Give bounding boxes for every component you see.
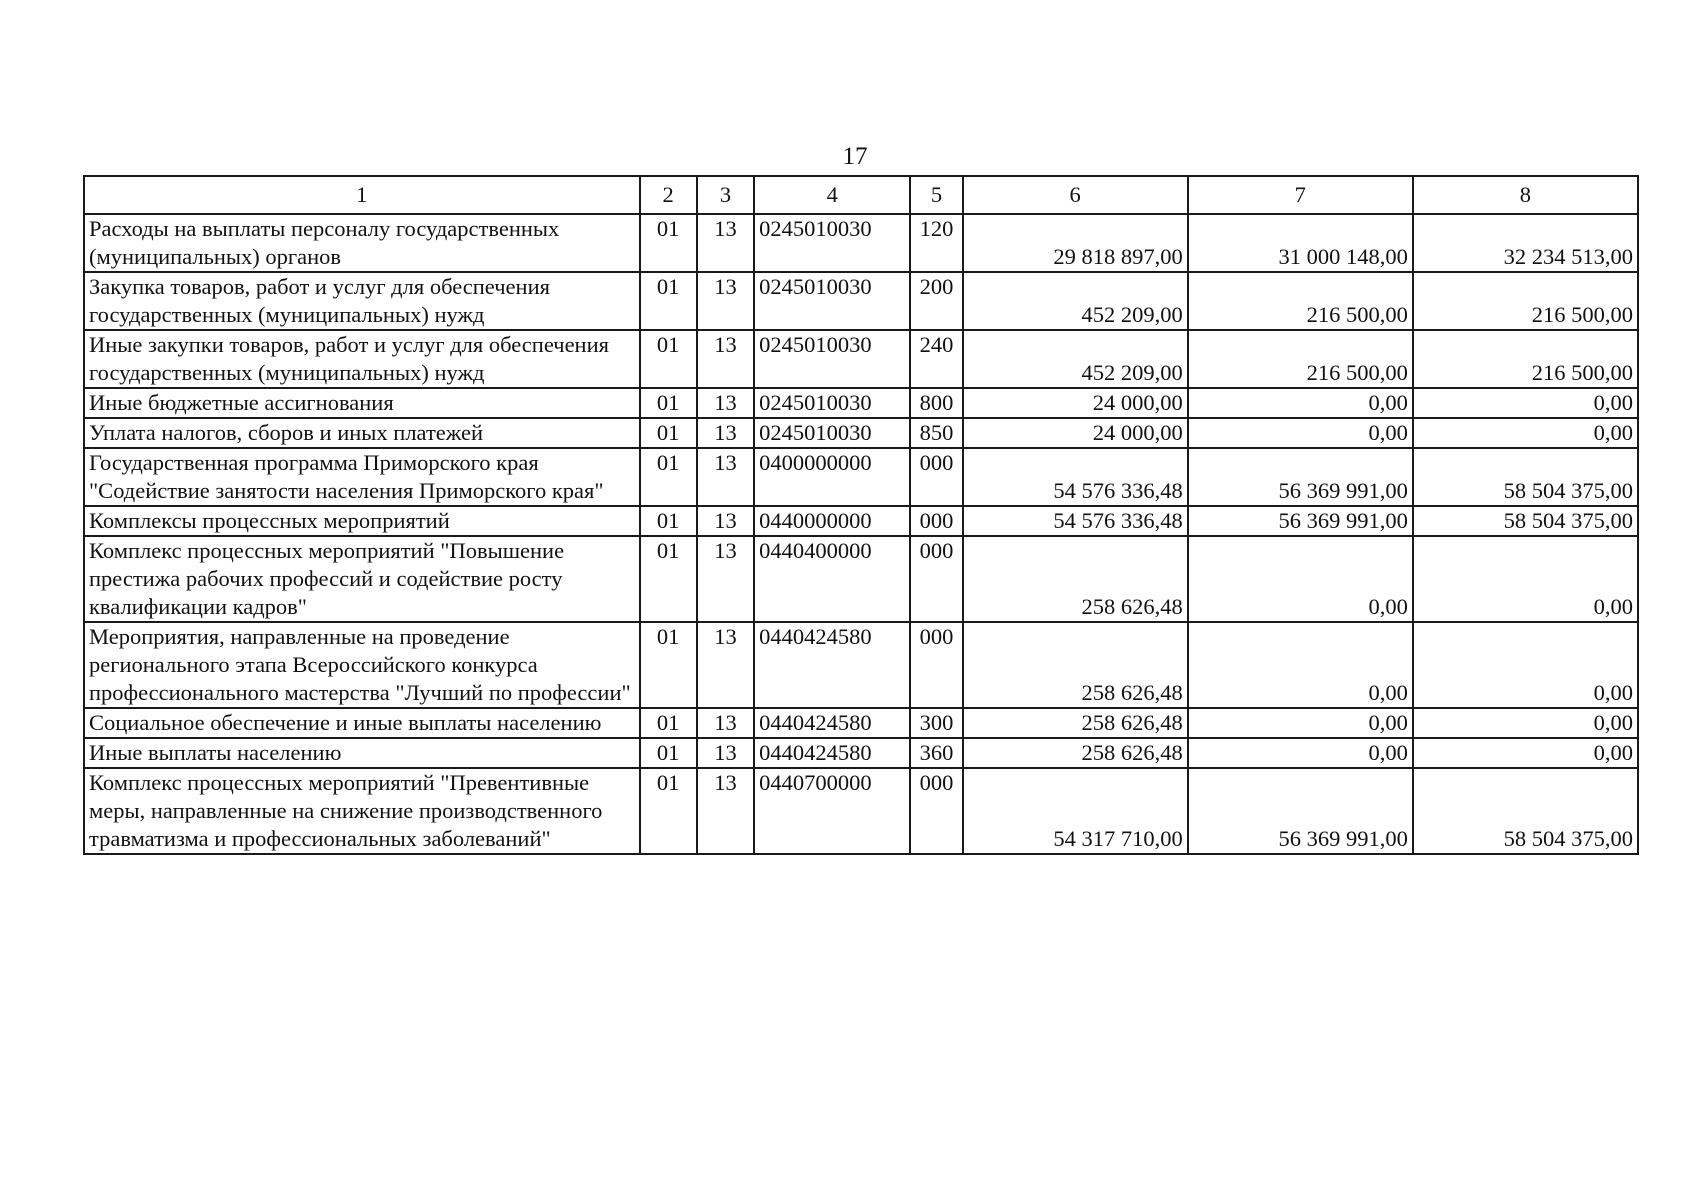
amount-year1-cell: 54 576 336,48	[963, 448, 1188, 506]
table-row	[84, 330, 1638, 388]
target-article-cell: 0400000000	[754, 448, 910, 506]
expense-type-cell: 000	[910, 506, 962, 536]
target-article-cell: 0245010030	[754, 388, 910, 418]
target-article-cell: 0245010030	[754, 214, 910, 272]
section-code-cell: 01	[640, 536, 697, 622]
expense-type-cell: 000	[910, 536, 962, 622]
target-article-cell: 0440000000	[754, 506, 910, 536]
expense-name-cell: Иные бюджетные ассигнования	[84, 388, 640, 418]
page-number: 17	[842, 143, 868, 170]
amount-year2-cell: 0,00	[1188, 738, 1413, 768]
amount-year3-cell: 58 504 375,00	[1413, 506, 1638, 536]
section-code-cell: 01	[640, 768, 697, 854]
target-article-cell: 0440700000	[754, 768, 910, 854]
section-code-cell: 01	[640, 272, 697, 330]
subsection-code-cell: 13	[697, 708, 754, 738]
amount-year3-cell: 0,00	[1413, 738, 1638, 768]
amount-year1-cell: 452 209,00	[963, 272, 1188, 330]
subsection-code-cell: 13	[697, 448, 754, 506]
amount-year1-cell: 258 626,48	[963, 536, 1188, 622]
amount-year1-cell: 54 317 710,00	[963, 768, 1188, 854]
table-row	[84, 272, 1638, 330]
target-article-cell: 0245010030	[754, 272, 910, 330]
amount-year3-cell: 216 500,00	[1413, 330, 1638, 388]
subsection-code-cell: 13	[697, 330, 754, 388]
section-code-cell: 01	[640, 214, 697, 272]
expense-name-cell: Иные выплаты населению	[84, 738, 640, 768]
amount-year3-cell: 0,00	[1413, 418, 1638, 448]
expense-name-cell: Государственная программа Приморского края "Содействие занятости населения Приморского края"	[84, 448, 640, 506]
amount-year1-cell: 29 818 897,00	[963, 214, 1188, 272]
amount-year3-cell: 0,00	[1413, 622, 1638, 708]
amount-year1-cell: 452 209,00	[963, 330, 1188, 388]
amount-year2-cell: 0,00	[1188, 388, 1413, 418]
amount-year3-cell: 58 504 375,00	[1413, 768, 1638, 854]
expense-type-cell: 300	[910, 708, 962, 738]
table-row	[84, 708, 1638, 738]
expense-type-cell: 120	[910, 214, 962, 272]
section-code-cell: 01	[640, 708, 697, 738]
amount-year2-cell: 56 369 991,00	[1188, 506, 1413, 536]
section-code-cell: 01	[640, 330, 697, 388]
expense-type-cell: 240	[910, 330, 962, 388]
table-row	[84, 448, 1638, 506]
amount-year3-cell: 216 500,00	[1413, 272, 1638, 330]
column-header-1: 1	[84, 176, 640, 214]
expense-name-cell: Комплекс процессных мероприятий "Повышение престижа рабочих профессий и содействие росту квалификации кадров"	[84, 536, 640, 622]
table-row	[84, 418, 1638, 448]
amount-year2-cell: 0,00	[1188, 418, 1413, 448]
expense-name-cell: Закупка товаров, работ и услуг для обеспечения государственных (муниципальных) нужд	[84, 272, 640, 330]
section-code-cell: 01	[640, 506, 697, 536]
table-row	[84, 768, 1638, 854]
section-code-cell: 01	[640, 448, 697, 506]
section-code-cell: 01	[640, 388, 697, 418]
subsection-code-cell: 13	[697, 388, 754, 418]
subsection-code-cell: 13	[697, 768, 754, 854]
amount-year2-cell: 0,00	[1188, 622, 1413, 708]
expense-type-cell: 000	[910, 622, 962, 708]
table-row	[84, 536, 1638, 622]
amount-year2-cell: 0,00	[1188, 708, 1413, 738]
column-header-4: 4	[754, 176, 910, 214]
expense-type-cell: 850	[910, 418, 962, 448]
expense-name-cell: Социальное обеспечение и иные выплаты населению	[84, 708, 640, 738]
expense-name-cell: Комплекс процессных мероприятий "Превентивные меры, направленные на снижение производственного травматизма и профессиональных заболеваний"	[84, 768, 640, 854]
amount-year2-cell: 0,00	[1188, 536, 1413, 622]
subsection-code-cell: 13	[697, 536, 754, 622]
amount-year2-cell: 216 500,00	[1188, 272, 1413, 330]
expense-name-cell: Иные закупки товаров, работ и услуг для обеспечения государственных (муниципальных) нужд	[84, 330, 640, 388]
amount-year3-cell: 0,00	[1413, 708, 1638, 738]
column-header-3: 3	[697, 176, 754, 214]
amount-year3-cell: 0,00	[1413, 536, 1638, 622]
target-article-cell: 0440424580	[754, 708, 910, 738]
table-row	[84, 506, 1638, 536]
amount-year1-cell: 24 000,00	[963, 388, 1188, 418]
expense-type-cell: 800	[910, 388, 962, 418]
column-header-5: 5	[910, 176, 962, 214]
section-code-cell: 01	[640, 418, 697, 448]
amount-year2-cell: 56 369 991,00	[1188, 768, 1413, 854]
expense-name-cell: Уплата налогов, сборов и иных платежей	[84, 418, 640, 448]
expense-name-cell: Комплексы процессных мероприятий	[84, 506, 640, 536]
amount-year2-cell: 31 000 148,00	[1188, 214, 1413, 272]
subsection-code-cell: 13	[697, 622, 754, 708]
target-article-cell: 0440400000	[754, 536, 910, 622]
amount-year1-cell: 24 000,00	[963, 418, 1188, 448]
table-row	[84, 214, 1638, 272]
expense-type-cell: 200	[910, 272, 962, 330]
amount-year1-cell: 54 576 336,48	[963, 506, 1188, 536]
target-article-cell: 0245010030	[754, 418, 910, 448]
amount-year2-cell: 216 500,00	[1188, 330, 1413, 388]
amount-year1-cell: 258 626,48	[963, 738, 1188, 768]
subsection-code-cell: 13	[697, 506, 754, 536]
section-code-cell: 01	[640, 622, 697, 708]
amount-year1-cell: 258 626,48	[963, 622, 1188, 708]
amount-year3-cell: 32 234 513,00	[1413, 214, 1638, 272]
amount-year3-cell: 0,00	[1413, 388, 1638, 418]
table-row	[84, 738, 1638, 768]
header-row	[84, 176, 1638, 214]
expense-name-cell: Мероприятия, направленные на проведение регионального этапа Всероссийского конкурса профессионального мастерства "Лучший по профессии"	[84, 622, 640, 708]
table-row	[84, 622, 1638, 708]
column-header-2: 2	[640, 176, 697, 214]
target-article-cell: 0245010030	[754, 330, 910, 388]
amount-year3-cell: 58 504 375,00	[1413, 448, 1638, 506]
expense-type-cell: 000	[910, 768, 962, 854]
subsection-code-cell: 13	[697, 418, 754, 448]
expense-name-cell: Расходы на выплаты персоналу государственных (муниципальных) органов	[84, 214, 640, 272]
amount-year2-cell: 56 369 991,00	[1188, 448, 1413, 506]
column-header-7: 7	[1188, 176, 1413, 214]
budget-table	[83, 175, 1639, 855]
target-article-cell: 0440424580	[754, 738, 910, 768]
subsection-code-cell: 13	[697, 738, 754, 768]
expense-type-cell: 360	[910, 738, 962, 768]
section-code-cell: 01	[640, 738, 697, 768]
table-row	[84, 388, 1638, 418]
target-article-cell: 0440424580	[754, 622, 910, 708]
column-header-6: 6	[963, 176, 1188, 214]
column-header-8: 8	[1413, 176, 1638, 214]
subsection-code-cell: 13	[697, 214, 754, 272]
subsection-code-cell: 13	[697, 272, 754, 330]
expense-type-cell: 000	[910, 448, 962, 506]
amount-year1-cell: 258 626,48	[963, 708, 1188, 738]
